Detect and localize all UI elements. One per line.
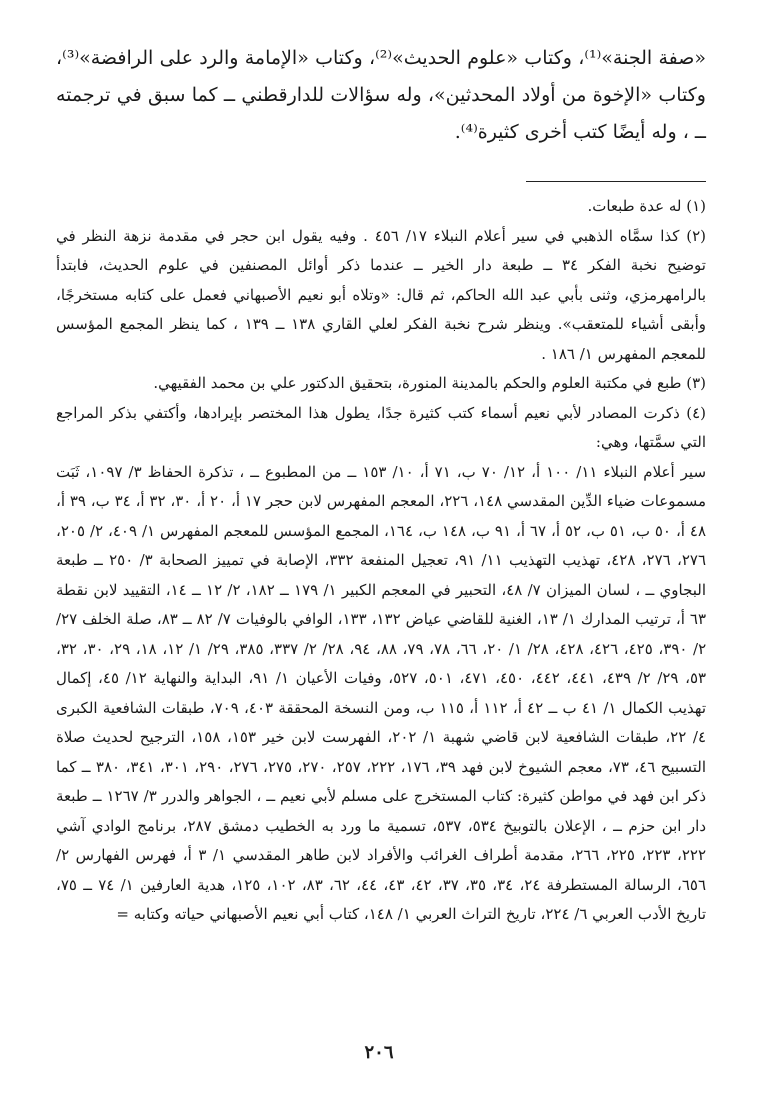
main-text-block bbox=[56, 40, 706, 151]
footnote-3: (٣) طبع في مكتبة العلوم والحكم بالمدينة المنورة، بتحقيق الدكتور علي بن محمد الفقيهي. bbox=[153, 374, 706, 392]
footnote-2: (٢) كذا سمَّاه الذهبي في سير أعلام النبلاء ١٧/ ٤٥٦ . وفيه يقول ابن حجر في مقدمة نزهة النظر في توضيح نخبة الفكر ٣٤ ــ طبعة دار الخير ــ عندما ذكر أوائل المصنفين في علوم الحديث، فابتدأ بالرامهرمزي، وثنى بأبي عبد الله الحاكم، ثم قال: «وتلاه أبو نعيم الأصبهاني فعمل على كتابه مستخرجًا، وأبقى أشياء للمتعقب». وينظر شرح نخبة الفكر لعلي القاري ١٣٨ ــ ١٣٩ ، كما ينظر المجمع المؤسس للمعجم المفهرس ١/ ١٨٦ . bbox=[56, 226, 707, 363]
footnote-4: (٤) ذكرت المصادر لأبي نعيم أسماء كتب كثيرة جدًا، يطول هذا المختصر بإيرادها، وأكتفي بذكر المراجع التي سمَّتها، وهي: bbox=[56, 403, 706, 451]
footnote-4-references: سير أعلام النبلاء ١١/ ١٠٠ أ، ١٢/ ٧٠ ب، ٧١ أ، ١٠/ ١٥٣ ــ من المطبوع ــ ، تذكرة الحفاظ ٣/ ١٠٩٧، ثَبَت مسموعات ضياء الدِّين المقدسي ١٤٨، ٢٢٦، المعجم المفهرس لابن حجر ١٧ أ، ٢٠ أ، ٣٠، ٣٢ أ، ٣٤ ب، ٣٩ أ، ٤٨ أ، ٥٠ ب، ٥١ ب، ٥٢ أ، ٦٧ أ، ٩١ ب، ١٤٨ ب، ١٦٤، المجمع المؤسس للمعجم المفهرس ١/ ٤٠٩، ٢/ ٢٠٥، ٢٧٦، ٢٧٦، ٤٢٨، تهذيب التهذيب ١١/ ٩١، تعجيل المنفعة ٣٣٢، الإصابة في تمييز الصحابة ٣/ ٢٥٠ ــ طبعة البجاوي ــ ، لسان الميزان ٧/ ٤٨، التحبير في المعجم الكبير ١/ ١٧٩ ــ ١٨٢، ٢/ ١٢ ــ ١٤، التقييد لابن نقطة ٦٣ أ، ترتيب المدارك ١/ ١٣، الغنية للقاضي عياض ١٣٢، ١٣٣، الوافي بالوفيات ٧/ ٨٢ ــ ٨٣، صلة الخلف ٢٧/ ٢/ ٣٩٠، ٤٢٥، ٤٢٦، ٤٢٨، ٢٨/ ١/ ٢٠، ٦٦، ٧٨، ٧٩، ٨٨، ٩٤، ٢٨/ ٢/ ٣٣٧، ٣٨٥، ٢٩/ ١/ ١٢، ١٨، ٢٩، ٣٠، ٣٢، ٥٣، ٢٩/ ٢/ ٤٣٩، ٤٤١، ٤٤٢، ٤٥٠، ٤٧١، ٥٠١، ٥٢٧، وفيات الأعيان ١/ ٩١، البداية والنهاية ١٢/ ٤٥، إكمال تهذيب الكمال ١/ ٤١ ب ــ ٤٢ أ، ١١٢ أ، ١١٥ ب، ومن النسخة المحققة ٤٠٣، ٧٠٩، طبقات الشافعية الكبرى ٤/ ٢٢، طبقات الشافعية لابن قاضي شهبة ١/ ٢٠٢، الفهرست لابن خير ١٥٣، ١٥٨، الترجيح لحديث صلاة التسبيح ٤٦، ٧٣، معجم الشيوخ لابن فهد ٣٩، ١٧٦، ٢٢٢، ٢٥٧، ٢٧٠، ٢٧٥، ٢٧٦، ٢٩٠، ٣٠١، ٣٤١، ٣٨٠ ــ كما ذكر ابن فهد في مواطن كثيرة: كتاب المستخرج على مسلم لأبي نعيم ــ ، الجواهر والدرر ٣/ ١٢٦٧ ــ طبعة دار ابن حزم ــ ، الإعلان بالتوبيخ ٥٣٤، ٥٣٧، تسمية ما ورد به الخطيب دمشق ٢٨٧، برنامج الوادي آشي ٢٢٢، ٢٢٣، ٢٢٥، ٢٦٦، مقدمة أطراف الغرائب والأفراد لابن طاهر المقدسي ١/ ٣ أ، فهرس الفهارس ٢/ ٦٥٦، الرسالة المستطرفة ٢٤، ٣٤، ٣٥، ٣٧، ٤٢، ٤٣، ٤٤، ٦٢، ٨٣، ١٠٢، ١٢٥، هدية العارفين ١/ ٧٤ ــ ٧٥، تاريخ الأدب العربي ٦/ ٢٢٤، تاريخ التراث العربي ١/ ١٤٨، كتاب أبي نعيم الأصبهاني حياته وكتابه = bbox=[56, 462, 707, 923]
page-number: ٢٠٦ bbox=[364, 1042, 394, 1063]
main-paragraph: «صفة الجنة»⁽¹⁾، وكتاب «علوم الحديث»⁽²⁾، وكتاب «الإمامة والرد على الرافضة»⁽³⁾، وكتاب «الإخوة من أولاد المحدثين»، وله سؤالات للدارقطني ــ كما سبق في ترجمته ــ ، وله أيضًا كتب أخرى كثيرة⁽⁴⁾. bbox=[56, 47, 707, 143]
footnote-separator bbox=[526, 181, 706, 182]
footnote-1: (١) له عدة طبعات. bbox=[587, 197, 706, 215]
footnotes-block bbox=[56, 192, 706, 930]
